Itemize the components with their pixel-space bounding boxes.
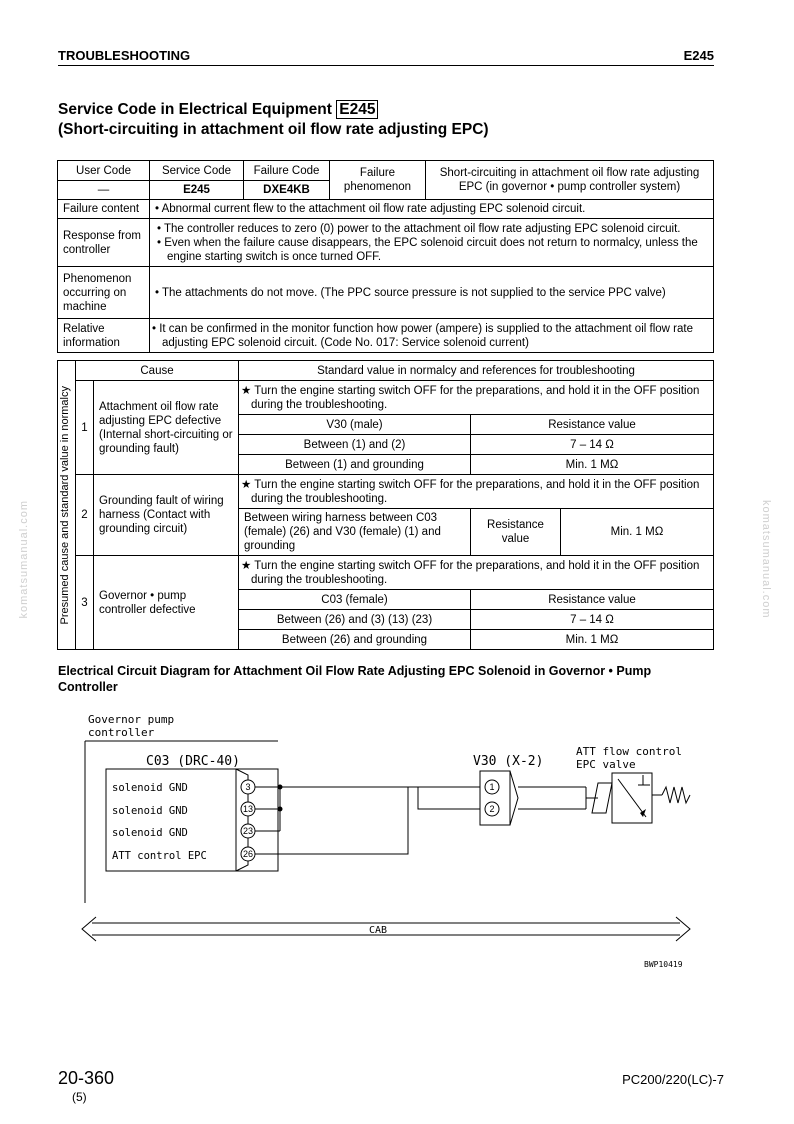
wire-epc-to-v30-1 — [255, 787, 480, 854]
cause-3-col2: Resistance value — [471, 590, 714, 610]
junction-dot-13 — [278, 807, 283, 812]
service-code-label: Service Code — [150, 161, 244, 181]
v30-pin-number-2: 2 — [489, 804, 495, 814]
cause-3-row-2-a: Between (26) and grounding — [239, 630, 471, 650]
section-title: TROUBLESHOOTING — [58, 48, 191, 63]
cause-1-col1: V30 (male) — [239, 415, 471, 435]
user-code-label: User Code — [58, 161, 150, 181]
valve-solenoid-symbol — [592, 783, 612, 813]
response-item-1: • The controller reduces to zero (0) power to the attachment oil flow rate adjusting EPC solenoid circuit. — [157, 222, 681, 235]
cab-label: CAB — [368, 925, 388, 936]
page-number: 20-360 — [58, 1068, 115, 1088]
cause-2-text: Grounding fault of wiring harness (Contact with grounding circuit) — [94, 475, 239, 556]
pin-number-3: 3 — [245, 782, 251, 792]
cause-header: Cause — [76, 361, 239, 381]
cause-3-row-2-b: Min. 1 MΩ — [471, 630, 714, 650]
pin-number-23: 23 — [242, 826, 254, 836]
failure-code-label: Failure Code — [244, 161, 330, 181]
phenomenon-text: • The attachments do not move. (The PPC source pressure is not supplied to the service PPC valve) — [150, 267, 714, 319]
cause-2-note: ★ Turn the engine starting switch OFF for the preparations, and hold it in the OFF position during the troubleshooting. — [239, 475, 714, 509]
v30-connector-tip — [510, 771, 518, 825]
info-table — [57, 160, 714, 353]
failure-code: DXE4KB — [244, 181, 330, 200]
title-code-box: E245 — [336, 100, 378, 119]
failure-phenomenon-label: Failure phenomenon — [330, 161, 426, 200]
junction-dot-3 — [278, 785, 283, 790]
relative-text: • It can be confirmed in the monitor function how power (ampere) is supplied to the attachment oil flow rate adjusting EPC solenoid circuit. (Code No. 017: Service solenoid current) — [150, 319, 714, 353]
pin-number-26: 26 — [242, 849, 254, 859]
cause-3-row-1-b: 7 – 14 Ω — [471, 610, 714, 630]
figure-code: BWP10419 — [644, 960, 683, 969]
title-prefix: Service Code in Electrical Equipment — [58, 101, 337, 118]
cause-side-label: Presumed cause and standard value in normalcy — [58, 361, 76, 650]
cause-3-row-1-a: Between (26) and (3) (13) (23) — [239, 610, 471, 630]
valve-label-1: ATT flow control — [576, 745, 682, 758]
watermark-right: komatsumanual.com — [760, 500, 772, 619]
wire-gnd-to-v30-2 — [280, 787, 480, 809]
revision-number: (5) — [72, 1090, 87, 1104]
user-code: — — [58, 181, 150, 200]
cause-1-col2: Resistance value — [471, 415, 714, 435]
cause-1-number: 1 — [76, 381, 94, 475]
failure-phenomenon: Short-circuiting in attachment oil flow rate adjusting EPC (in governor • pump controller system) — [426, 161, 714, 200]
pin-label-26: ATT control EPC — [112, 850, 207, 862]
connector-c03-label: C03 (DRC-40) — [146, 754, 240, 769]
diagram-title: Electrical Circuit Diagram for Attachment Oil Flow Rate Adjusting EPC Solenoid in Governor • Pump Controller — [58, 664, 652, 694]
title-subline: (Short-circuiting in attachment oil flow rate adjusting EPC) — [58, 121, 489, 138]
cause-1-row-1-b: 7 – 14 Ω — [471, 435, 714, 455]
cause-1-row-1-a: Between (1) and (2) — [239, 435, 471, 455]
v30-pin-number-1: 1 — [489, 782, 495, 792]
valve-spring-icon — [662, 787, 690, 803]
cause-2-check: Between wiring harness between C03 (female) (26) and V30 (female) (1) and grounding — [239, 509, 471, 556]
controller-label-2: controller — [88, 726, 155, 739]
cause-table — [57, 360, 714, 650]
cause-1-text: Attachment oil flow rate adjusting EPC defective (Internal short-circuiting or grounding fault) — [94, 381, 239, 475]
phenomenon-label: Phenomenon occurring on machine — [58, 267, 150, 319]
response-text — [150, 219, 714, 267]
cause-2-check-label: Resistance value — [471, 509, 561, 556]
cab-arrow-left-head — [82, 917, 96, 941]
valve-label-2: EPC valve — [576, 758, 636, 771]
cause-1-row-2-b: Min. 1 MΩ — [471, 455, 714, 475]
connector-v30-label: V30 (X-2) — [473, 754, 544, 769]
cause-2-check-value: Min. 1 MΩ — [561, 509, 714, 556]
pin-label-23: solenoid GND — [112, 827, 188, 839]
response-item-2: • Even when the failure cause disappears, the EPC solenoid circuit does not return to normalcy, unless the engine starting switch is once turned OFF. — [157, 236, 698, 263]
cab-arrow-right-head — [676, 917, 690, 941]
cause-1-note: ★ Turn the engine starting switch OFF for the preparations, and hold it in the OFF position during the troubleshooting. — [239, 381, 714, 415]
standard-header: Standard value in normalcy and references for troubleshooting — [239, 361, 714, 381]
cause-3-text: Governor • pump controller defective — [94, 556, 239, 650]
watermark-left: komatsumanual.com — [18, 500, 30, 619]
header-rule — [58, 65, 714, 66]
relative-label: Relative information — [58, 319, 150, 353]
v30-connector-body — [480, 771, 510, 825]
response-label: Response from controller — [58, 219, 150, 267]
section-code: E245 — [683, 48, 714, 63]
pin-label-13: solenoid GND — [112, 805, 188, 817]
cause-3-col1: C03 (female) — [239, 590, 471, 610]
pin-label-3: solenoid GND — [112, 782, 188, 794]
cause-1-row-2-a: Between (1) and grounding — [239, 455, 471, 475]
page-title — [58, 100, 489, 140]
pin-number-13: 13 — [242, 804, 254, 814]
failure-content-label: Failure content — [58, 200, 150, 219]
service-code: E245 — [150, 181, 244, 200]
page-header — [58, 48, 714, 64]
circuit-diagram — [58, 705, 718, 975]
failure-content: • Abnormal current flew to the attachment oil flow rate adjusting EPC solenoid circuit. — [150, 200, 714, 219]
cause-3-number: 3 — [76, 556, 94, 650]
cause-3-note: ★ Turn the engine starting switch OFF for the preparations, and hold it in the OFF position during the troubleshooting. — [239, 556, 714, 590]
machine-model: PC200/220(LC)-7 — [622, 1072, 724, 1087]
controller-label-1: Governor pump — [88, 713, 175, 726]
cause-2-number: 2 — [76, 475, 94, 556]
